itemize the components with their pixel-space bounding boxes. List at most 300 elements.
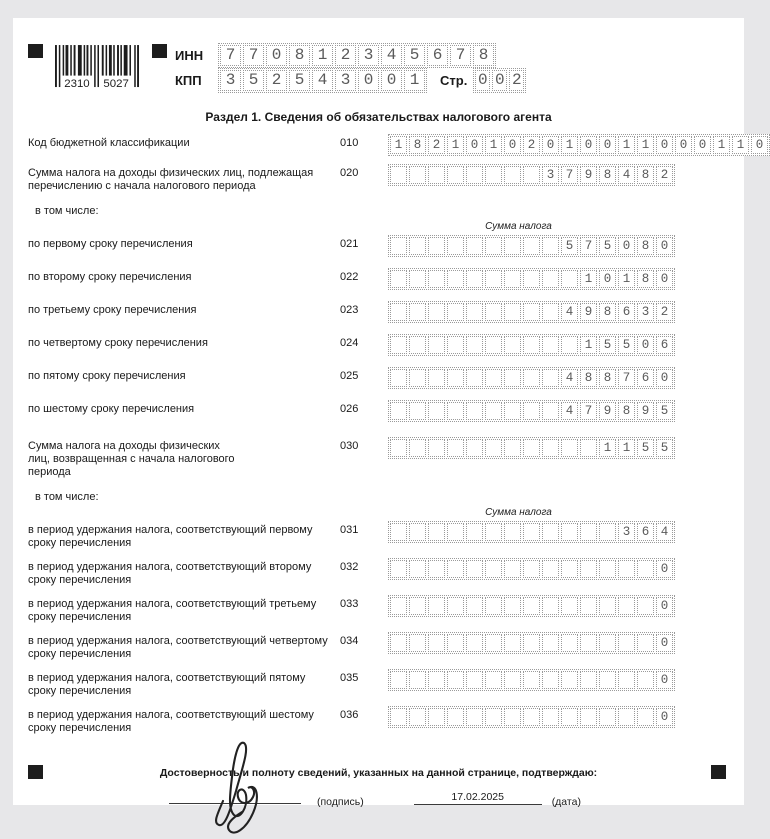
digit-cell: 0 [656,597,673,615]
digit-cell [390,237,407,255]
row-label: в период удержания налога, соответствующий второму сроку перечисления [28,561,312,586]
digit-cell: 4 [656,523,673,541]
form-row-022 [28,268,729,293]
digit-cell [599,560,616,578]
digit-cell [466,634,483,652]
digit-cell [447,237,464,255]
digit-cell: 0 [656,270,673,288]
digit-cell: 0 [599,270,616,288]
digit-cell [428,402,445,420]
digit-cell [409,303,426,321]
row-value-field [388,301,675,323]
digit-cell: 6 [637,523,654,541]
digit-cell [485,336,502,354]
digit-cell [428,671,445,689]
digit-cell [542,336,559,354]
digit-cell: 4 [561,402,578,420]
registration-mark-top-inner [152,44,167,58]
digit-cell: 6 [637,369,654,387]
digit-cell: 2 [656,166,673,184]
digit-cell [409,369,426,387]
sum-column-header: Сумма налога [485,507,552,518]
digit-cell: 4 [618,166,635,184]
digit-cell: 5 [656,402,673,420]
row-code: 022 [340,271,359,283]
digit-cell [523,303,540,321]
section1-rows [13,134,764,735]
digit-cell [580,439,597,457]
digit-cell [485,671,502,689]
digit-cell: 6 [618,303,635,321]
digit-cell [428,634,445,652]
digit-cell [504,402,521,420]
registration-mark-bottom-left [28,765,43,779]
digit-cell [466,597,483,615]
digit-cell [447,634,464,652]
digit-cell [523,402,540,420]
digit-cell [542,270,559,288]
digit-cell [504,439,521,457]
digit-cell [428,303,445,321]
digit-cell [428,523,445,541]
digit-cell: 5 [618,336,635,354]
digit-cell [637,597,654,615]
digit-cell [523,597,540,615]
digit-cell [580,560,597,578]
digit-cell [580,708,597,726]
form-row-010 [28,134,764,156]
digit-cell: 5 [243,70,264,91]
digit-cell: 9 [580,166,597,184]
digit-cell [504,597,521,615]
signature-line [169,791,301,804]
digit-cell: 2 [266,70,287,91]
row-code: 034 [340,635,359,647]
digit-cell: 8 [618,402,635,420]
row-value-field [388,400,675,422]
row-code: 024 [340,337,359,349]
digit-cell [542,303,559,321]
signature-row [169,791,744,808]
digit-cell [466,369,483,387]
digit-cell: 2 [509,70,524,91]
digit-cell [447,560,464,578]
digit-cell [390,634,407,652]
digit-cell [428,336,445,354]
row-value-field [388,268,675,290]
digit-cell [409,336,426,354]
digit-cell [390,708,407,726]
digit-cell: 0 [381,70,402,91]
subgroup-label: в том числе: [35,205,99,217]
digit-cell [409,671,426,689]
digit-cell: 1 [485,136,502,154]
digit-cell [504,166,521,184]
digit-cell [523,369,540,387]
digit-cell [485,237,502,255]
digit-cell [485,708,502,726]
digit-cell: 0 [266,45,287,66]
registration-mark-bottom-right [711,765,726,779]
digit-cell [390,402,407,420]
digit-cell [409,597,426,615]
digit-cell: 8 [599,369,616,387]
digit-cell [485,523,502,541]
digit-cell [409,402,426,420]
digit-cell [466,270,483,288]
digit-cell: 1 [732,136,749,154]
digit-cell [390,270,407,288]
digit-cell [561,336,578,354]
digit-cell [599,634,616,652]
kpp-label: КПП [175,72,202,88]
digit-cell [485,634,502,652]
digit-cell: 0 [475,70,490,91]
digit-cell [466,402,483,420]
digit-cell [390,166,407,184]
digit-cell [447,166,464,184]
digit-cell: 5 [599,237,616,255]
digit-cell [466,523,483,541]
digit-cell: 3 [542,166,559,184]
digit-cell: 4 [561,369,578,387]
digit-cell: 0 [504,136,521,154]
digit-cell: 5 [404,45,425,66]
digit-cell [523,270,540,288]
digit-cell [409,708,426,726]
digit-cell [466,439,483,457]
digit-cell [485,597,502,615]
row-code: 030 [340,440,359,452]
id-fields [175,44,526,94]
row-label: Сумма налога на доходы физических лиц, подлежащая перечислению с начала налогового периода [28,167,314,192]
digit-cell: 6 [656,336,673,354]
digit-cell [561,560,578,578]
digit-cell [428,708,445,726]
digit-cell [466,671,483,689]
digit-cell: 7 [618,369,635,387]
row-label: по шестому сроку перечисления [28,403,195,415]
subgroup-label: в том числе: [35,491,99,503]
digit-cell: 0 [637,336,654,354]
digit-cell [504,523,521,541]
digit-cell [504,369,521,387]
form-barcode [55,44,139,90]
section-title: Раздел 1. Сведения об обязательствах налогового агента [205,110,552,124]
digit-cell: 0 [656,369,673,387]
digit-cell [428,560,445,578]
digit-cell [523,671,540,689]
digit-cell: 1 [447,136,464,154]
row-value-field [388,437,675,459]
form-row-025 [28,367,729,392]
row-value-field [388,521,675,543]
digit-cell: 2 [428,136,445,154]
digit-cell [523,439,540,457]
barcode-digits-left: 2310 [64,78,90,91]
digit-cell: 0 [656,634,673,652]
digit-cell: 7 [580,402,597,420]
digit-cell: 1 [561,136,578,154]
confirmation-text: Достоверность и полноту сведений, указанных на данной странице, подтверждаю: [159,767,598,779]
row-label: в период удержания налога, соответствующий четвертому сроку перечисления [28,635,328,660]
date-caption: (дата) [551,796,581,808]
digit-cell [390,303,407,321]
digit-cell: 0 [492,70,507,91]
digit-cell: 1 [580,336,597,354]
row-code: 021 [340,238,359,250]
digit-cell: 0 [751,136,768,154]
date-value: 17.02.2025 [414,791,542,805]
digit-cell [618,708,635,726]
digit-cell [523,166,540,184]
row-label: по четвертому сроку перечисления [28,337,208,349]
digit-cell [561,439,578,457]
digit-cell: 0 [656,136,673,154]
digit-cell [447,671,464,689]
digit-cell: 0 [656,237,673,255]
row-label: в период удержания налога, соответствующий шестому сроку перечисления [28,709,314,734]
digit-cell: 0 [675,136,692,154]
digit-cell [390,597,407,615]
digit-cell [542,369,559,387]
digit-cell: 7 [561,166,578,184]
row-code: 032 [340,561,359,573]
row-code: 023 [340,304,359,316]
digit-cell [428,237,445,255]
digit-cell: 4 [381,45,402,66]
digit-cell [504,237,521,255]
row-code: 035 [340,672,359,684]
digit-cell [637,560,654,578]
digit-cell [618,671,635,689]
digit-cell [523,634,540,652]
digit-cell [637,634,654,652]
digit-cell: 7 [450,45,471,66]
digit-cell [447,523,464,541]
digit-cell [561,708,578,726]
digit-cell [542,560,559,578]
digit-cell [485,166,502,184]
row-label: в период удержания налога, соответствующий первому сроку перечисления [28,524,313,549]
row-value-field [388,164,675,186]
digit-cell [637,708,654,726]
digit-cell: 8 [289,45,310,66]
form-row-030 [28,437,729,479]
digit-cell [466,708,483,726]
digit-cell [409,634,426,652]
digit-cell [523,336,540,354]
digit-cell [561,634,578,652]
digit-cell [428,439,445,457]
digit-cell: 6 [427,45,448,66]
digit-cell [580,523,597,541]
digit-cell [390,671,407,689]
digit-cell [466,303,483,321]
digit-cell: 8 [409,136,426,154]
digit-cell: 0 [618,237,635,255]
form-row-031 [28,521,729,550]
digit-cell: 8 [599,166,616,184]
digit-cell: 9 [637,402,654,420]
row-code: 020 [340,167,359,179]
digit-cell [447,303,464,321]
digit-cell [485,303,502,321]
digit-cell [447,336,464,354]
digit-cell: 5 [599,336,616,354]
form-header [13,44,744,90]
digit-cell [523,237,540,255]
digit-cell: 5 [637,439,654,457]
row-value-field [388,134,770,156]
digit-cell: 0 [599,136,616,154]
row-label: по пятому сроку перечисления [28,370,186,382]
inn-field [218,43,496,68]
digit-cell [485,402,502,420]
form-row-026 [28,400,729,425]
row-value-field [388,706,675,728]
row-label: по первому сроку перечисления [28,238,193,250]
digit-cell: 2 [656,303,673,321]
digit-cell [561,597,578,615]
digit-cell: 0 [694,136,711,154]
digit-cell [637,671,654,689]
digit-cell [466,336,483,354]
digit-cell: 1 [580,270,597,288]
row-code: 026 [340,403,359,415]
digit-cell [466,560,483,578]
row-label: по третьему сроку перечисления [28,304,197,316]
form-row-033 [28,595,729,624]
digit-cell: 1 [404,70,425,91]
digit-cell [599,671,616,689]
kpp-field [218,68,427,93]
digit-cell: 9 [580,303,597,321]
digit-cell [542,634,559,652]
digit-cell [485,439,502,457]
digit-cell: 3 [358,45,379,66]
digit-cell: 8 [637,237,654,255]
form-row-032 [28,558,729,587]
digit-cell [504,560,521,578]
row-label: Код бюджетной классификации [28,137,190,149]
digit-cell: 8 [473,45,494,66]
digit-cell [428,270,445,288]
digit-cell: 1 [618,136,635,154]
form-page [13,18,764,808]
digit-cell: 0 [542,136,559,154]
kpp-row [175,69,526,91]
row-value-field [388,558,675,580]
digit-cell [561,671,578,689]
digit-cell [599,708,616,726]
digit-cell: 7 [220,45,241,66]
row-value-field [388,595,675,617]
digit-cell: 5 [289,70,310,91]
form-row-035 [28,669,729,698]
digit-cell: 1 [618,270,635,288]
digit-cell [485,270,502,288]
digit-cell [390,523,407,541]
digit-cell: 2 [523,136,540,154]
digit-cell [485,560,502,578]
form-row-020 [28,164,729,193]
digit-cell: 4 [561,303,578,321]
digit-cell: 0 [656,708,673,726]
digit-cell: 8 [637,270,654,288]
row-value-field [388,669,675,691]
digit-cell: 7 [243,45,264,66]
row-code: 033 [340,598,359,610]
form-row-034 [28,632,729,661]
form-row-036 [28,706,729,735]
digit-cell: 0 [358,70,379,91]
digit-cell [390,336,407,354]
digit-cell [447,402,464,420]
digit-cell: 3 [637,303,654,321]
barcode-digits-right: 5027 [103,78,129,91]
digit-cell: 1 [312,45,333,66]
digit-cell [523,560,540,578]
row-code: 025 [340,370,359,382]
digit-cell [618,597,635,615]
registration-mark-top-left [28,44,43,58]
digit-cell: 0 [656,560,673,578]
digit-cell [504,671,521,689]
form-row-023 [28,301,729,326]
digit-cell [428,166,445,184]
digit-cell [580,597,597,615]
digit-cell [542,671,559,689]
digit-cell [561,270,578,288]
digit-cell: 5 [656,439,673,457]
digit-cell: 2 [335,45,356,66]
digit-cell: 8 [580,369,597,387]
page-number-label: Стр. [440,72,468,88]
digit-cell: 3 [335,70,356,91]
sum-column-header: Сумма налога [485,221,552,232]
digit-cell [542,523,559,541]
digit-cell [447,708,464,726]
digit-cell: 1 [713,136,730,154]
digit-cell: 8 [637,166,654,184]
digit-cell [599,523,616,541]
row-value-field [388,235,675,257]
row-code: 031 [340,524,359,536]
signature-caption: (подпись) [317,796,364,808]
digit-cell [390,369,407,387]
digit-cell [409,560,426,578]
digit-cell: 1 [390,136,407,154]
row-code: 010 [340,137,359,149]
digit-cell [390,560,407,578]
digit-cell: 3 [220,70,241,91]
digit-cell: 4 [312,70,333,91]
digit-cell [561,523,578,541]
row-label: в период удержания налога, соответствующий третьему сроку перечисления [28,598,317,623]
row-label: по второму сроку перечисления [28,271,192,283]
digit-cell [447,597,464,615]
digit-cell: 8 [599,303,616,321]
digit-cell [504,270,521,288]
form-footer [13,767,744,808]
digit-cell [409,439,426,457]
digit-cell [580,634,597,652]
page-number-field [473,68,526,93]
digit-cell: 0 [580,136,597,154]
digit-cell [618,634,635,652]
digit-cell [409,237,426,255]
